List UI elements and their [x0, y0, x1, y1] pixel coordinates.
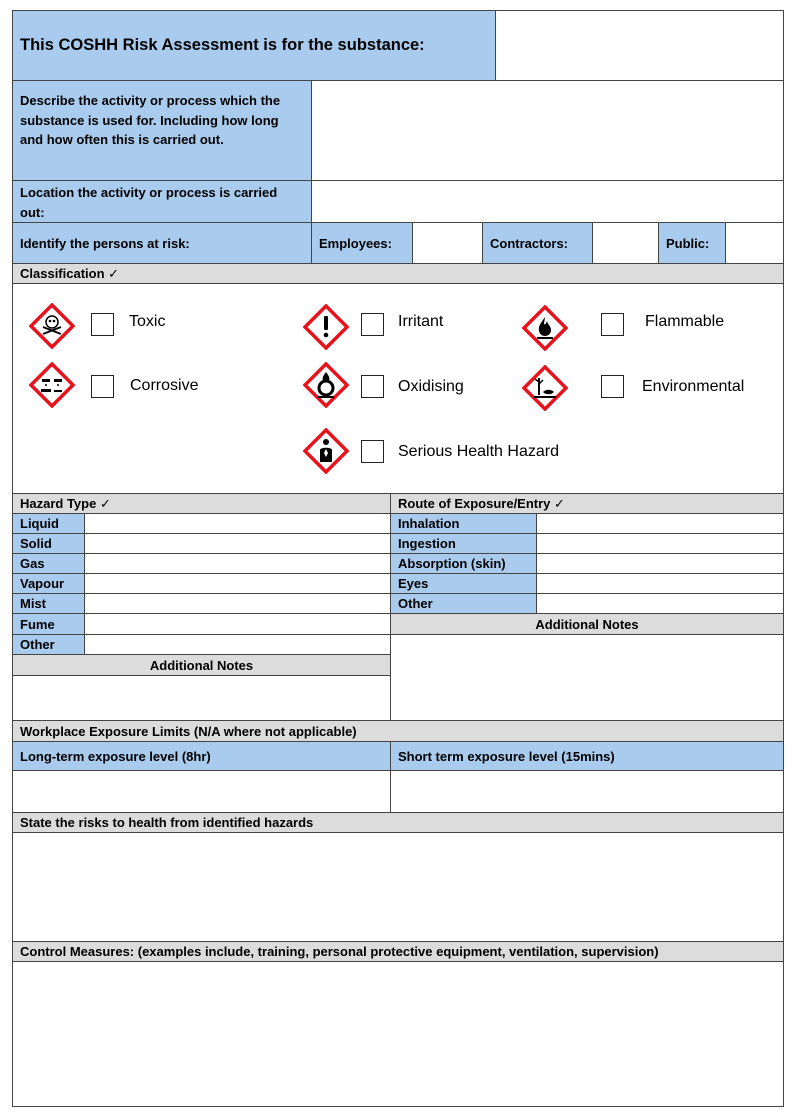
substance-input[interactable] — [495, 10, 784, 81]
employees-input[interactable] — [412, 222, 483, 264]
toxic-label: Toxic — [129, 313, 166, 330]
flammable-label: Flammable — [645, 313, 725, 330]
irritant-label: Irritant — [398, 313, 444, 330]
hazard-gas-input[interactable] — [84, 553, 391, 574]
location-label: Location the activity or process is carried out: — [12, 180, 312, 223]
route-eyes-label: Eyes — [390, 573, 537, 594]
long-term-input[interactable] — [12, 770, 391, 813]
hazard-solid-input[interactable] — [84, 533, 391, 554]
hazard-fume-label: Fume — [12, 613, 85, 635]
short-term-input[interactable] — [390, 770, 784, 813]
route-other-input[interactable] — [536, 593, 784, 614]
hazard-fume-input[interactable] — [84, 613, 391, 635]
exclamation-mark-icon — [303, 304, 349, 350]
hazard-vapour-label: Vapour — [12, 573, 85, 594]
activity-input[interactable] — [311, 80, 784, 181]
contractors-input[interactable] — [592, 222, 659, 264]
public-label: Public: — [658, 222, 726, 264]
route-ingestion-label: Ingestion — [390, 533, 537, 554]
hazard-other-input[interactable] — [84, 634, 391, 655]
hazard-type-heading: Hazard Type ✓ — [12, 493, 391, 514]
route-ingestion-input[interactable] — [536, 533, 784, 554]
oxidising-checkbox[interactable] — [361, 375, 384, 398]
corrosion-icon — [29, 362, 75, 408]
risks-input[interactable] — [12, 832, 784, 942]
controls-heading: Control Measures: (examples include, training, personal protective equipment, ventilation, supervision) — [12, 941, 784, 962]
corrosive-label: Corrosive — [130, 377, 199, 394]
hazard-mist-label: Mist — [12, 593, 85, 614]
environment-icon — [522, 365, 568, 411]
hazard-liquid-label: Liquid — [12, 513, 85, 534]
skull-crossbones-icon — [29, 303, 75, 349]
hazard-notes-input[interactable] — [12, 675, 391, 721]
corrosive-checkbox[interactable] — [91, 375, 114, 398]
classification-heading: Classification ✓ — [12, 263, 784, 284]
long-term-label: Long-term exposure level (8hr) — [12, 741, 391, 771]
persons-label: Identify the persons at risk: — [12, 222, 312, 264]
route-notes-input[interactable] — [390, 634, 784, 721]
serious-health-hazard-label: Serious Health Hazard — [398, 443, 559, 460]
risks-heading: State the risks to health from identified hazards — [12, 812, 784, 833]
route-absorption-input[interactable] — [536, 553, 784, 574]
controls-input[interactable] — [12, 961, 784, 1107]
substance-title: This COSHH Risk Assessment is for the substance: — [12, 10, 496, 81]
location-input[interactable] — [311, 180, 784, 223]
route-absorption-label: Absorption (skin) — [390, 553, 537, 574]
wel-heading: Workplace Exposure Limits (N/A where not applicable) — [12, 720, 784, 742]
hazard-vapour-input[interactable] — [84, 573, 391, 594]
route-heading: Route of Exposure/Entry ✓ — [390, 493, 784, 514]
hazard-gas-label: Gas — [12, 553, 85, 574]
oxidising-label: Oxidising — [398, 378, 464, 395]
toxic-checkbox[interactable] — [91, 313, 114, 336]
environmental-checkbox[interactable] — [601, 375, 624, 398]
hazard-mist-input[interactable] — [84, 593, 391, 614]
route-eyes-input[interactable] — [536, 573, 784, 594]
flame-over-circle-icon — [303, 362, 349, 408]
contractors-label: Contractors: — [482, 222, 593, 264]
route-notes-heading: Additional Notes — [390, 613, 784, 635]
short-term-label: Short term exposure level (15mins) — [390, 741, 784, 771]
route-other-label: Other — [390, 593, 537, 614]
flammable-checkbox[interactable] — [601, 313, 624, 336]
flame-icon — [522, 305, 568, 351]
employees-label: Employees: — [311, 222, 413, 264]
serious-health-hazard-checkbox[interactable] — [361, 440, 384, 463]
route-inhalation-input[interactable] — [536, 513, 784, 534]
hazard-other-label: Other — [12, 634, 85, 655]
health-hazard-icon — [303, 428, 349, 474]
environmental-label: Environmental — [642, 378, 745, 395]
activity-label: Describe the activity or process which the substance is used for. Including how long and how often this is carried out. — [12, 80, 312, 181]
irritant-checkbox[interactable] — [361, 313, 384, 336]
hazard-liquid-input[interactable] — [84, 513, 391, 534]
hazard-solid-label: Solid — [12, 533, 85, 554]
public-input[interactable] — [725, 222, 784, 264]
route-inhalation-label: Inhalation — [390, 513, 537, 534]
hazard-notes-heading: Additional Notes — [12, 654, 391, 676]
